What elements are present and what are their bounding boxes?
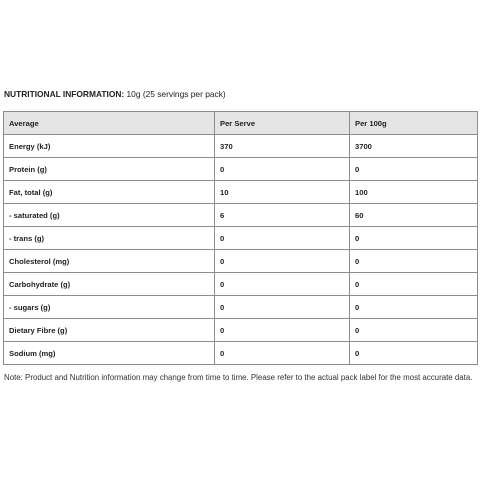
per-100g-value: 0	[350, 227, 478, 250]
row-label: Dietary Fibre (g)	[4, 319, 215, 342]
table-row	[4, 181, 478, 204]
header-average: Average	[4, 112, 215, 135]
nutrition-heading-detail: 10g (25 servings per pack)	[124, 89, 226, 99]
per-serve-value: 0	[215, 158, 350, 181]
table-row	[4, 135, 478, 158]
per-serve-value: 10	[215, 181, 350, 204]
per-serve-value: 0	[215, 296, 350, 319]
row-label: Sodium (mg)	[4, 342, 215, 365]
table-row	[4, 227, 478, 250]
per-100g-value: 0	[350, 342, 478, 365]
row-label: - sugars (g)	[4, 296, 215, 319]
per-serve-value: 0	[215, 342, 350, 365]
table-row	[4, 342, 478, 365]
row-label: Energy (kJ)	[4, 135, 215, 158]
row-label: Fat, total (g)	[4, 181, 215, 204]
nutrition-heading-label: NUTRITIONAL INFORMATION:	[4, 89, 125, 99]
nutrition-table	[3, 111, 478, 365]
per-serve-value: 0	[215, 227, 350, 250]
per-serve-value: 0	[215, 319, 350, 342]
nutrition-table-head	[4, 112, 478, 135]
table-row	[4, 204, 478, 227]
row-label: Protein (g)	[4, 158, 215, 181]
per-100g-value: 60	[350, 204, 478, 227]
nutrition-heading	[4, 89, 226, 99]
per-100g-value: 0	[350, 158, 478, 181]
per-serve-value: 0	[215, 250, 350, 273]
per-serve-value: 6	[215, 204, 350, 227]
header-per-serve: Per Serve	[215, 112, 350, 135]
per-100g-value: 0	[350, 296, 478, 319]
row-label: - trans (g)	[4, 227, 215, 250]
row-label: - saturated (g)	[4, 204, 215, 227]
per-serve-value: 0	[215, 273, 350, 296]
table-row	[4, 158, 478, 181]
header-per-100g: Per 100g	[350, 112, 478, 135]
per-100g-value: 3700	[350, 135, 478, 158]
nutrition-table-body	[4, 135, 478, 365]
per-100g-value: 0	[350, 250, 478, 273]
per-100g-value: 100	[350, 181, 478, 204]
table-row	[4, 296, 478, 319]
table-row	[4, 273, 478, 296]
row-label: Cholesterol (mg)	[4, 250, 215, 273]
row-label: Carbohydrate (g)	[4, 273, 215, 296]
table-row	[4, 250, 478, 273]
per-100g-value: 0	[350, 273, 478, 296]
disclaimer-note: Note: Product and Nutrition information may change from time to time. Please refer to the actual pack label for the most accurate data.	[4, 373, 473, 382]
per-100g-value: 0	[350, 319, 478, 342]
per-serve-value: 370	[215, 135, 350, 158]
table-header-row	[4, 112, 478, 135]
table-row	[4, 319, 478, 342]
